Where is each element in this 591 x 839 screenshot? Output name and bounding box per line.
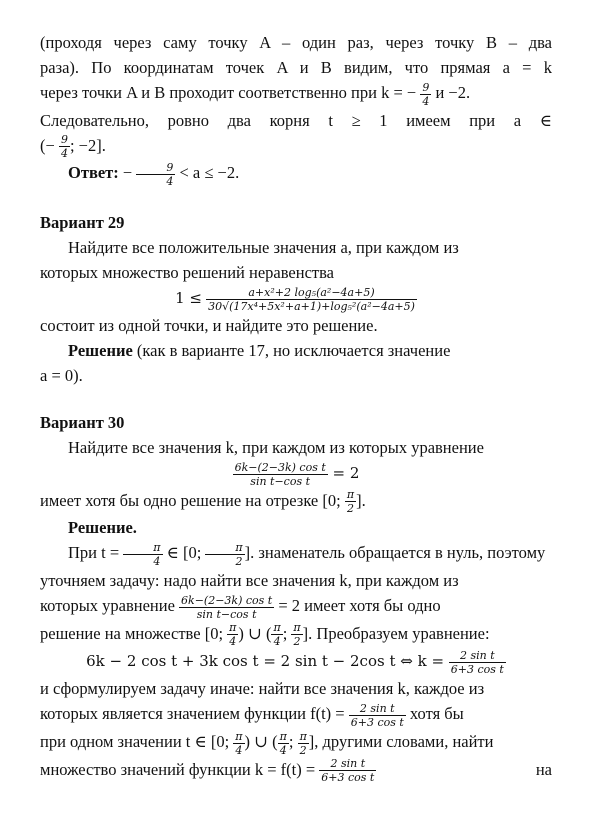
section-title-variant-30: Вариант 30: [40, 412, 125, 432]
solution-note: Решение (как в варианте 17, но исключается значение: [68, 340, 451, 360]
solution-text: и сформулируем задачу иначе: найти все значения k, каждое из: [40, 679, 485, 699]
solution-text: при одном значении t ∈ [0; $\frac{\pi}{4}$ ) ∪ ( $\frac{\pi}{4}$ ; $\frac{\pi}{2}$ ], другими словами, найти: [40, 729, 494, 757]
solution-note: a = 0).: [40, 365, 83, 385]
text-line: Следовательно, ровно два корня t ≥ 1 имеем при a ∈: [40, 110, 552, 130]
solution-label: Решение: [68, 340, 133, 360]
problem-text: Найдите все положительные значения a, при каждом из: [68, 238, 459, 258]
problem-text: Найдите все значения k, при каждом из которых уравнение: [68, 437, 484, 457]
fraction-9-4: $\frac{9}{4}$: [136, 161, 175, 188]
text-line: через точки A и B проходит соответственно при k = − $\frac{9}{4}$ и −2.: [40, 80, 471, 108]
inequality-formula: 1 ≤ $\frac{\text{a+x²+2 log₅(a²−4a+5)}}{\text{30√(17x⁴+5x²+a+1)+log₅²(a²−4a+5)}}$: [175, 285, 415, 313]
problem-text: имеет хотя бы одно решение на отрезке [0; $\frac{\pi}{2}$ ].: [40, 488, 366, 516]
answer-line: Ответ: − $\frac{9}{4}$ < a ≤ −2.: [68, 161, 240, 189]
intro-paragraph: [40, 30, 552, 160]
document-page: [40, 30, 552, 784]
fraction-9-4: $\frac{9}{4}$: [60, 133, 68, 161]
solution-text: которых уравнение $\frac{\text{6k−(2−3k) cos t}}{\text{sin t−cos t}}$ = 2 имеет хотя бы одно: [40, 593, 441, 621]
solution-text: уточняем задачу: надо найти все значения k, при каждом из: [40, 571, 459, 591]
solution-text: При t = $\frac{\pi}{4}$ ∈ [0; $\frac{\pi}{2}$ ]. знаменатель обращается в нуль, поэтому: [68, 541, 546, 569]
solution-text: множество значений функции k = f(t) = $\frac{\text{2 sin t}}{\text{6+3 cos t}}$ на: [40, 757, 552, 785]
text-line: (проходя через саму точку A – один раз, через точку B – два: [40, 33, 552, 52]
section-title-variant-29: Вариант 29: [40, 213, 125, 233]
solution-label: Решение.: [68, 518, 137, 538]
equivalence-formula: 6k − 2 cos t + 3k cos t = 2 sin t − 2cos t ⇔ k = $\frac{\text{2 sin t}}{\text{6+3 cos t}}$: [86, 649, 504, 677]
fraction-9-4: $\frac{9}{4}$: [422, 80, 430, 108]
solution-text: решение на множестве [0; $\frac{\pi}{4}$ ) ∪ ( $\frac{\pi}{4}$ ; $\frac{\pi}{2}$ ]. Преобразуем уравнение:: [40, 621, 490, 649]
text-line: раза). По координатам точек A и B видим, что прямая a = k: [40, 58, 552, 77]
problem-text: состоит из одной точки, и найдите это решение.: [40, 315, 378, 335]
equation-formula: $\frac{\text{6k−(2−3k) cos t}}{\text{sin t−cos t}}$ = 2: [234, 460, 360, 488]
answer-label: Ответ:: [68, 163, 119, 183]
problem-text: которых множество решений неравенства: [40, 263, 335, 283]
text-line: (− $\frac{9}{4}$ ; −2].: [40, 133, 106, 161]
solution-text: которых является значением функции f(t) = $\frac{\text{2 sin t}}{\text{6+3 cos t}}$ хотя бы: [40, 701, 464, 729]
